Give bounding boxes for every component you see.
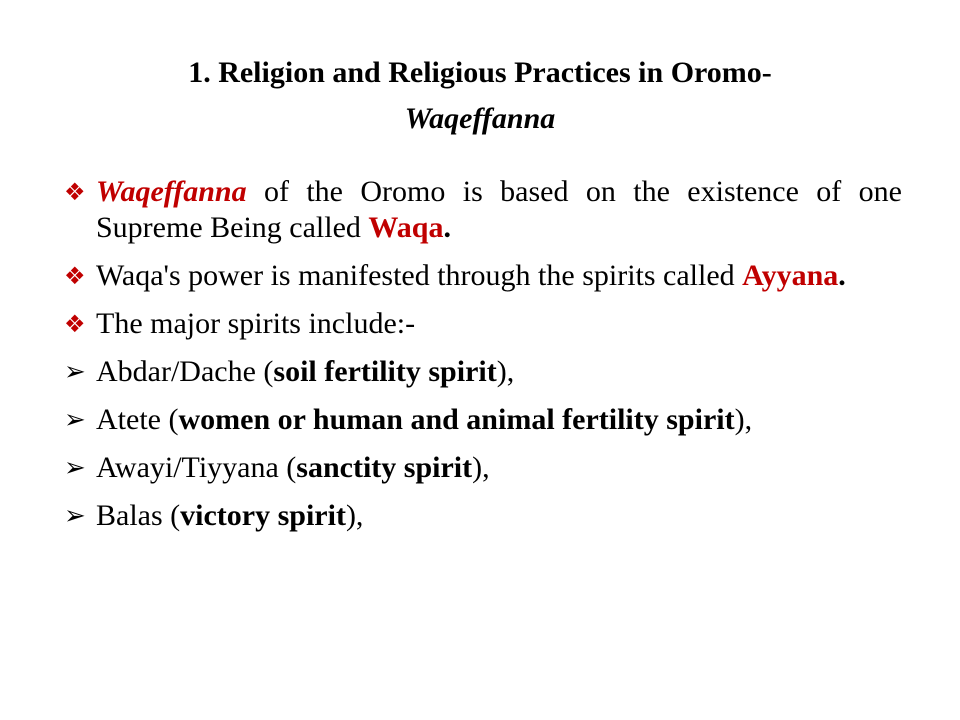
- title-line-1: 1. Religion and Religious Practices in Oromo-: [188, 56, 772, 89]
- bullet-list: [64, 174, 902, 546]
- spirit-item-atete: [64, 402, 902, 438]
- spirit-end: ),: [345, 499, 364, 532]
- spirit-item-balas: [64, 498, 902, 534]
- spirit-item-awayi: [64, 450, 902, 486]
- arrowhead-bullet-icon: ➢: [64, 501, 86, 531]
- spirit-description: soil fertility spirit: [273, 355, 497, 388]
- bullet-text: Waqa's power is manifested through the spirits called: [96, 259, 743, 292]
- bullet-text-end: .: [443, 211, 451, 244]
- slide-title: [0, 50, 960, 142]
- title-line-2: Waqeffanna: [404, 102, 556, 135]
- bullet-item-ayyana: [64, 258, 902, 294]
- term-waqa: Waqa: [368, 211, 444, 244]
- bullet-text: of the Oromo is based on the existence of one Supreme Being called: [96, 175, 902, 244]
- spirit-description: victory spirit: [180, 499, 346, 532]
- bullet-text-end: .: [838, 259, 846, 292]
- spirit-item-abdar: [64, 354, 902, 390]
- bullet-item-major-spirits: [64, 306, 902, 342]
- four-diamond-bullet-icon: ❖: [64, 178, 86, 206]
- term-waqeffanna: Waqeffanna: [96, 175, 247, 208]
- spirit-end: ),: [472, 451, 490, 484]
- four-diamond-bullet-icon: ❖: [64, 310, 86, 338]
- four-diamond-bullet-icon: ❖: [64, 262, 86, 290]
- bullet-item-waqeffanna: [64, 174, 902, 246]
- spirit-end: ),: [734, 403, 753, 436]
- bullet-text: The major spirits include:-: [96, 307, 416, 340]
- arrowhead-bullet-icon: ➢: [64, 405, 86, 435]
- spirit-description: women or human and animal fertility spirit: [178, 403, 735, 436]
- spirit-name: Balas (: [96, 499, 181, 532]
- spirit-name: Awayi/Tiyyana (: [96, 451, 297, 484]
- term-ayyana: Ayyana: [742, 259, 839, 292]
- spirit-name: Atete (: [96, 403, 179, 436]
- arrowhead-bullet-icon: ➢: [64, 453, 86, 483]
- arrowhead-bullet-icon: ➢: [64, 357, 86, 387]
- spirit-name: Abdar/Dache (: [96, 355, 274, 388]
- spirit-end: ),: [496, 355, 515, 388]
- spirit-description: sanctity spirit: [296, 451, 473, 484]
